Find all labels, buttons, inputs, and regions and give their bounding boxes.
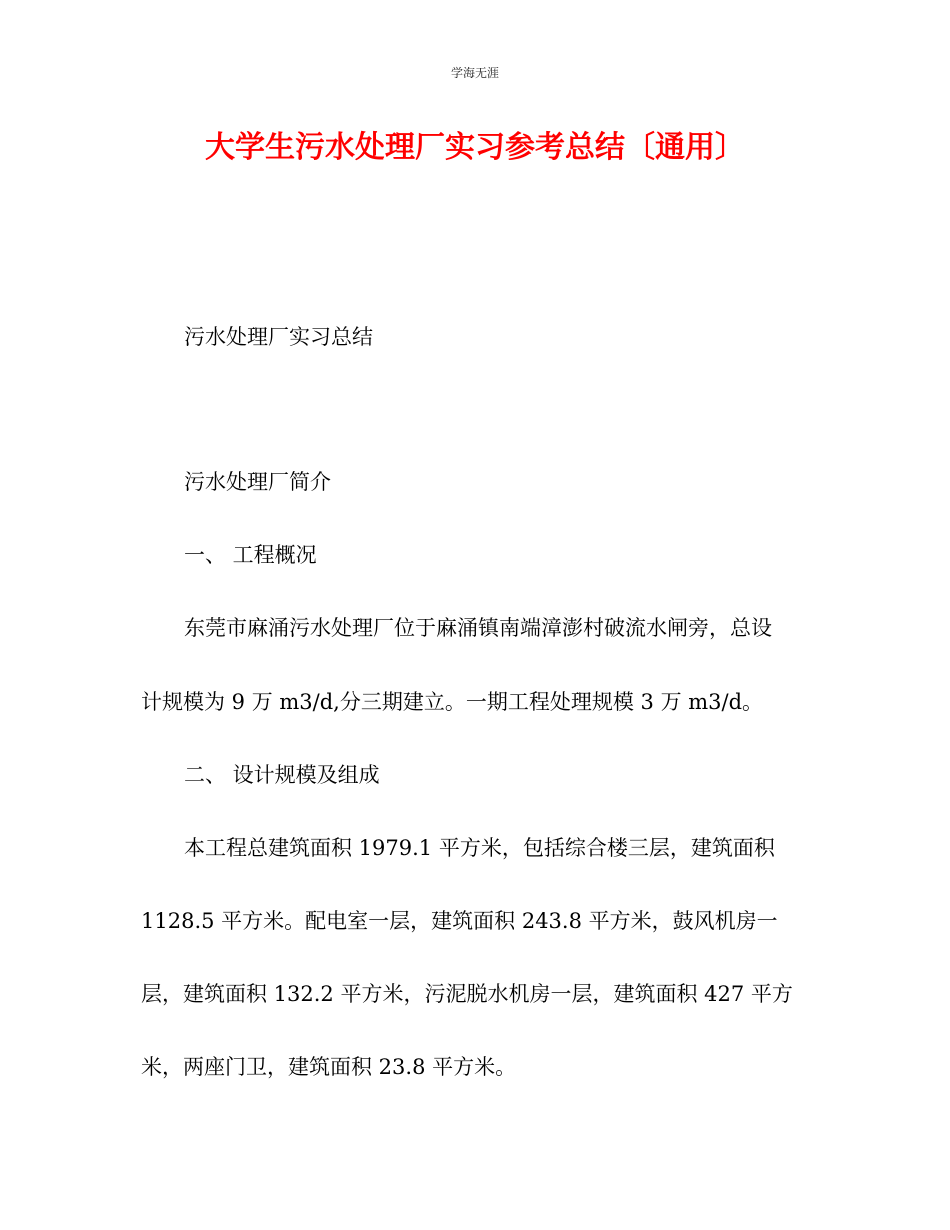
heading-design-scale: 二、 设计规模及组成 <box>184 763 380 787</box>
paragraph-line: 本工程总建筑面积 1979.1 平方米，包括综合楼三层，建筑面积 <box>184 836 775 860</box>
paragraph-line: 1128.5 平方米。配电室一层，建筑面积 243.8 平方米，鼓风机房一 <box>141 909 778 933</box>
document-title: 大学生污水处理厂实习参考总结〔通用〕 <box>205 130 745 165</box>
heading-project-overview: 一、 工程概况 <box>184 543 317 567</box>
paragraph-line: 层，建筑面积 132.2 平方米，污泥脱水机房一层，建筑面积 427 平方 <box>141 982 793 1006</box>
paragraph-line: 计规模为 9 万 m3/d,分三期建立。一期工程处理规模 3 万 m3/d。 <box>141 690 764 714</box>
page-header: 学海无涯 <box>450 66 499 80</box>
subtitle: 污水处理厂实习总结 <box>184 325 373 349</box>
paragraph-line: 米，两座门卫，建筑面积 23.8 平方米。 <box>141 1055 517 1079</box>
paragraph-line: 东莞市麻涌污水处理厂位于麻涌镇南端漳澎村破流水闸旁，总设 <box>184 616 772 640</box>
section-intro: 污水处理厂简介 <box>184 470 331 494</box>
